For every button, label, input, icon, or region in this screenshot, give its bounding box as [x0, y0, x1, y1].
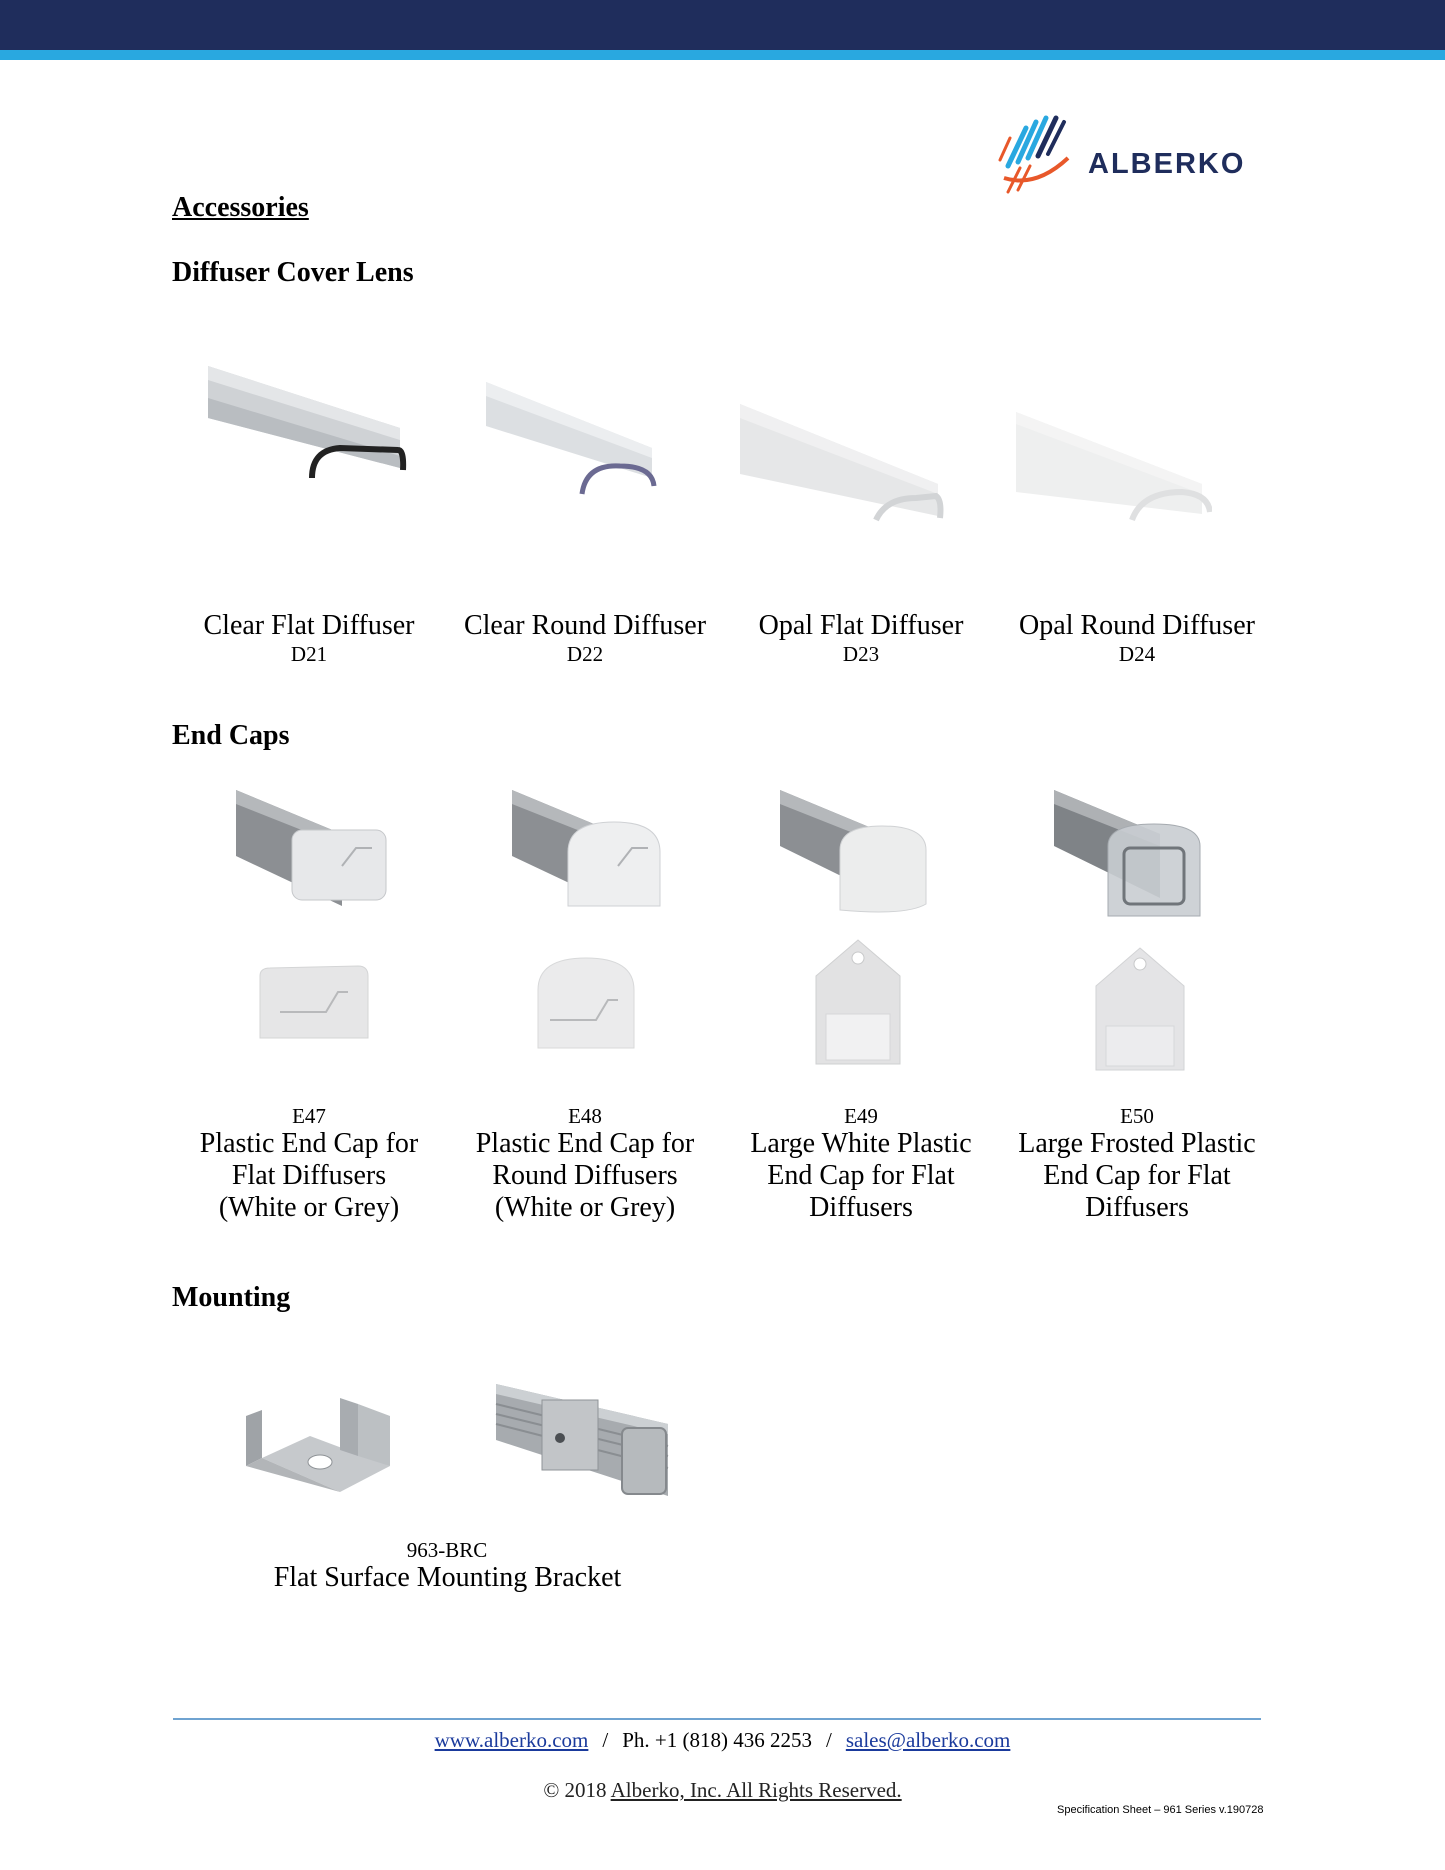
top-banner: [0, 0, 1445, 50]
diffuser-caption-d21: [174, 610, 444, 666]
endcap-name-line1: Large Frosted Plastic: [1018, 1128, 1256, 1159]
diffuser-code: D24: [1118, 642, 1156, 666]
diffuser-caption-d23: [726, 610, 996, 666]
diffuser-name: Opal Flat Diffuser: [758, 610, 964, 641]
endcap-name-line2: Flat Diffusers: [231, 1160, 387, 1191]
copyright-link[interactable]: Alberko, Inc. All Rights Reserved.: [610, 1778, 902, 1802]
endcap-name-line2: End Cap for Flat: [1043, 1160, 1231, 1191]
phone-number: Ph. +1 (818) 436 2253: [622, 1728, 812, 1752]
footer-separator: /: [602, 1728, 609, 1752]
endcap-e50-profile-image: [1050, 786, 1230, 931]
endcap-name-line1: Plastic End Cap for: [475, 1128, 695, 1159]
endcap-code: E47: [292, 1104, 326, 1128]
endcap-name-line1: Large White Plastic: [750, 1128, 972, 1159]
spec-sheet-label: Specification Sheet – 961 Series v.190728: [1057, 1804, 1264, 1816]
alberko-logo-icon: [996, 108, 1086, 198]
diffuser-heading: Diffuser Cover Lens: [172, 257, 414, 288]
endcap-name-line3: Diffusers: [1085, 1192, 1189, 1223]
endcap-name-line2: Round Diffusers: [492, 1160, 678, 1191]
endcap-e48-image: [534, 954, 638, 1052]
diffuser-caption-d24: [1002, 610, 1272, 666]
email-link[interactable]: sales@alberko.com: [845, 1728, 1011, 1752]
endcap-e49-profile-image: [776, 786, 946, 921]
endcaps-heading: End Caps: [172, 720, 290, 751]
endcap-caption-e50: [1002, 1104, 1272, 1224]
diffuser-name: Opal Round Diffuser: [1019, 610, 1255, 641]
copyright-prefix: © 2018: [543, 1778, 611, 1802]
endcap-name-line3: Diffusers: [809, 1192, 913, 1223]
diffuser-name: Clear Flat Diffuser: [203, 610, 415, 641]
mounting-code: 963-BRC: [406, 1538, 488, 1562]
mounting-bracket-image: [240, 1396, 400, 1506]
endcap-e47-image: [256, 962, 372, 1042]
top-banner-stripe: [0, 50, 1445, 60]
mounting-heading: Mounting: [172, 1282, 291, 1313]
footer-separator: /: [825, 1728, 832, 1752]
opal-flat-diffuser-image: [736, 400, 946, 525]
endcap-e47-profile-image: [232, 786, 392, 916]
diffuser-code: D21: [290, 642, 328, 666]
endcap-code: E49: [844, 1104, 878, 1128]
endcap-code: E48: [568, 1104, 602, 1128]
diffuser-code: D22: [566, 642, 604, 666]
logo-wordmark: ALBERKO: [1088, 148, 1246, 180]
mounting-name: Flat Surface Mounting Bracket: [273, 1562, 622, 1593]
endcap-e49-image: [808, 934, 908, 1070]
clear-flat-diffuser-image: [200, 358, 410, 488]
diffuser-name: Clear Round Diffuser: [463, 610, 707, 641]
diffuser-code: D23: [842, 642, 880, 666]
endcap-caption-e47: [174, 1104, 444, 1224]
website-link[interactable]: www.alberko.com: [434, 1728, 589, 1752]
endcap-name-line3: (White or Grey): [494, 1192, 676, 1223]
mounting-caption: [312, 1538, 582, 1562]
endcap-caption-e48: [450, 1104, 720, 1224]
mounting-name-wrap: [200, 1562, 695, 1594]
endcap-name-line3: (White or Grey): [218, 1192, 400, 1223]
copyright: [0, 1778, 1445, 1803]
endcap-code: E50: [1120, 1104, 1154, 1128]
clear-round-diffuser-image: [482, 378, 662, 503]
accessories-heading: Accessories: [172, 192, 309, 223]
footer-divider: [173, 1718, 1261, 1720]
endcap-caption-e49: [726, 1104, 996, 1224]
endcap-e50-image: [1090, 942, 1190, 1074]
footer-contact: [0, 1728, 1445, 1753]
mounting-profile-image: [492, 1380, 672, 1500]
diffuser-caption-d22: [450, 610, 720, 666]
endcap-e48-profile-image: [508, 786, 668, 916]
endcap-name-line1: Plastic End Cap for: [199, 1128, 419, 1159]
alberko-logo: [996, 108, 1276, 198]
endcap-name-line2: End Cap for Flat: [767, 1160, 955, 1191]
opal-round-diffuser-image: [1012, 408, 1212, 528]
